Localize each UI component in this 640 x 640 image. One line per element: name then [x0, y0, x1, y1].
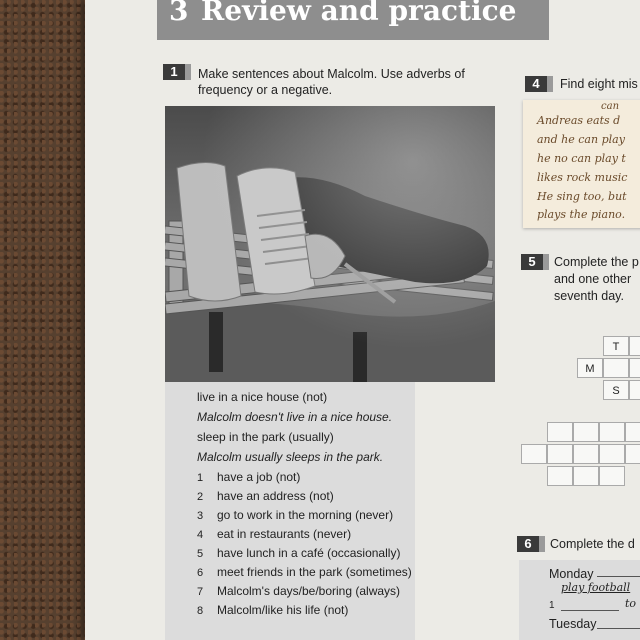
- example-answer-1: Malcolm doesn't live in a nice house.: [197, 410, 393, 424]
- answer-to: to: [625, 597, 637, 610]
- answer-line: [597, 576, 640, 577]
- example-prompt-1: live in a nice house (not): [197, 390, 328, 404]
- exercise-1-number: 1: [163, 64, 185, 80]
- answer-line[interactable]: [597, 628, 640, 629]
- list-item: 4 eat in restaurants (never): [197, 527, 352, 541]
- exercise-6-number: 6: [517, 536, 539, 552]
- crossword-cell[interactable]: [573, 466, 599, 486]
- handwritten-correction: can: [601, 101, 620, 112]
- day-label-tuesday: Tuesday: [549, 617, 597, 631]
- example-prompt-2: sleep in the park (usually): [197, 430, 334, 444]
- crossword-cell[interactable]: [625, 444, 640, 464]
- photo-background: [165, 106, 495, 382]
- crossword-cell[interactable]: [629, 380, 640, 400]
- crossword-cell-m[interactable]: M: [577, 358, 603, 378]
- crossword-cell[interactable]: [629, 358, 640, 378]
- crossword-cell-t[interactable]: T: [603, 336, 629, 356]
- section-title: Review and practice: [201, 0, 517, 27]
- handwritten-line: he no can play t: [537, 152, 626, 165]
- exercise-4-number: 4: [525, 76, 547, 92]
- crossword-cell[interactable]: [599, 422, 625, 442]
- crossword-cell[interactable]: [599, 444, 625, 464]
- answer-line[interactable]: [561, 610, 619, 611]
- crossword-cell[interactable]: [573, 444, 599, 464]
- exercise-5-instructions-line2: and one other: [554, 272, 632, 286]
- item-number-1: 1: [549, 600, 555, 611]
- crossword-cell[interactable]: [625, 422, 640, 442]
- crossword-cell[interactable]: [521, 444, 547, 464]
- day-label-monday: Monday: [549, 567, 594, 581]
- list-item: 8 Malcolm/like his life (not): [197, 603, 349, 617]
- exercise-1-instructions-line2: frequency or a negative.: [198, 83, 333, 97]
- photo-man-sleeping-on-bench: [165, 106, 495, 382]
- exercise-5-instructions-line1: Complete the p: [554, 255, 639, 269]
- exercise-5-instructions-line3: seventh day.: [554, 289, 624, 303]
- crossword-cell[interactable]: [629, 336, 640, 356]
- list-item: 5 have lunch in a café (occasionally): [197, 546, 401, 560]
- exercise-6-instructions: Complete the d: [550, 537, 635, 551]
- exercise-4-instructions: Find eight mis: [560, 77, 638, 91]
- handwritten-line: Andreas eats d: [537, 114, 621, 127]
- example-answer-play-football: play football: [561, 581, 631, 594]
- exercise-5-number: 5: [521, 254, 543, 270]
- crossword-cell[interactable]: [573, 422, 599, 442]
- crossword-cell[interactable]: [599, 466, 625, 486]
- section-number: 3: [169, 0, 189, 27]
- handwritten-line: likes rock music: [537, 171, 628, 184]
- crossword-cell[interactable]: [547, 466, 573, 486]
- textbook-page: [85, 0, 640, 640]
- crossword-cell[interactable]: [547, 422, 573, 442]
- list-item: 7 Malcolm's days/be/boring (always): [197, 584, 401, 598]
- handwritten-line: plays the piano.: [537, 208, 626, 221]
- list-item: 6 meet friends in the park (sometimes): [197, 565, 412, 579]
- list-item: 2 have an address (not): [197, 489, 334, 503]
- crossword-cell-s[interactable]: S: [603, 380, 629, 400]
- handwritten-line: and he can play: [537, 133, 625, 146]
- list-item: 3 go to work in the morning (never): [197, 508, 394, 522]
- exercise-1-instructions-line1: Make sentences about Malcolm. Use adverbs of: [198, 67, 465, 81]
- handwritten-line: He sing too, but: [537, 190, 627, 203]
- example-answer-2: Malcolm usually sleeps in the park.: [197, 450, 384, 464]
- crossword-cell[interactable]: [547, 444, 573, 464]
- list-item: 1 have a job (not): [197, 470, 301, 484]
- crossword-cell[interactable]: [603, 358, 629, 378]
